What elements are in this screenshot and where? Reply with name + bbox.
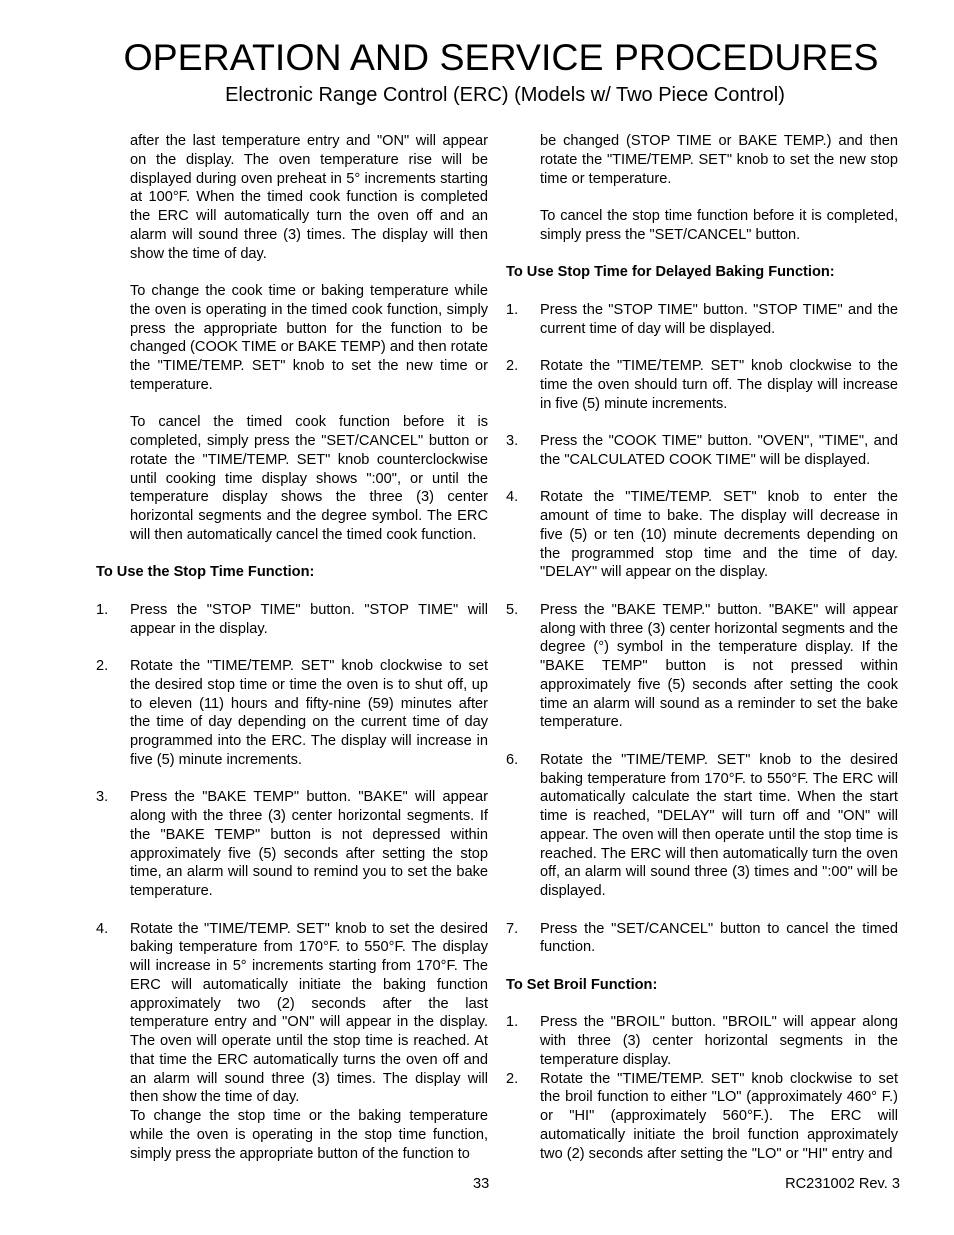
item-text: Rotate the "TIME/TEMP. SET" knob clockwise to set the broil function to either "LO" (approximately 460° F.) or "HI" (approximately 560°F.). The ERC will automatically initiate the broil function approximately two (2) seconds after setting the "LO" or "HI" entry and xyxy=(540,1070,898,1162)
item-text: Rotate the "TIME/TEMP. SET" knob to enter the amount of time to bake. The display will decrease in five (5) or ten (10) minute decrements depending on the programmed stop time and the time of day. "DELAY" will appear on the display. xyxy=(540,489,898,581)
paragraph: To change the cook time or baking temperature while the oven is operating in the timed cook function, simply press the appropriate button for the function to be changed (COOK TIME or BAKE TEMP) and then rotate the "TIME/TEMP. SET" knob to set the new time or temperature. xyxy=(130,283,488,393)
list-item xyxy=(96,657,488,770)
list-item xyxy=(506,601,898,732)
item-text: Press the "BAKE TEMP" button. "BAKE" will appear along with the three (3) center horizontal segments. If the "BAKE TEMP" button is not depressed within approximately five (5) seconds after setting the stop time, an alarm will sound to remind you to set the bake temperature. xyxy=(130,789,488,899)
list-item xyxy=(506,301,898,339)
item-number: 1. xyxy=(506,301,519,318)
item-number: 7. xyxy=(506,920,519,937)
item-text: Rotate the "TIME/TEMP. SET" knob clockwise to the time the oven should turn off. The display will increase in five (5) minute increments. xyxy=(540,358,898,412)
item-text: Press the "STOP TIME" button. "STOP TIME" will appear in the display. xyxy=(130,601,488,637)
document-reference: RC231002 Rev. 3 xyxy=(785,1176,900,1192)
list-item xyxy=(506,432,898,470)
item-text: Press the "STOP TIME" button. "STOP TIME" and the current time of day will be displayed. xyxy=(540,301,898,337)
list-item xyxy=(506,920,898,958)
list-item xyxy=(96,920,488,1108)
paragraph: To change the stop time or the baking temperature while the oven is operating in the stop time function, simply press the appropriate button of the function to xyxy=(130,1108,488,1162)
item-number: 5. xyxy=(506,601,519,618)
item-number: 2. xyxy=(506,1070,519,1087)
page-title: OPERATION AND SERVICE PROCEDURES xyxy=(123,36,879,78)
list-item xyxy=(506,1070,898,1164)
item-text: Rotate the "TIME/TEMP. SET" knob to set the desired baking temperature from 170°F. to 550°F. The display will increase in 5° increments starting from 170°F. The ERC will automatically initiate the baking function approximately two (2) seconds after the last temperature entry and "ON" will appear in the display. The oven will operate until the stop time is reached. At that time the ERC automatically turns the oven off and an alarm will sound three (3) times. The display will then show the time of day. xyxy=(130,920,488,1106)
item-number: 3. xyxy=(96,789,109,806)
list-item xyxy=(506,751,898,901)
list-item xyxy=(506,1013,898,1069)
paragraph: after the last temperature entry and "ON" will appear on the display. The oven temperature rise will be displayed during oven preheat in 5° increments starting at 100°F. When the timed cook function is completed the ERC will automatically turn the oven off and an alarm will sound three (3) times. The display will then show the time of day. xyxy=(130,133,488,262)
item-number: 3. xyxy=(506,433,519,449)
item-text: Press the "COOK TIME" button. "OVEN", "TIME", and the "CALCULATED COOK TIME" will be displayed. xyxy=(540,433,898,468)
item-number: 2. xyxy=(506,358,519,374)
item-number: 4. xyxy=(506,489,519,506)
item-text: Press the "BROIL" button. "BROIL" will appear along with three (3) center horizontal segments in the temperature display. xyxy=(540,1014,898,1068)
page-subtitle: Electronic Range Control (ERC) (Models w/ Two Piece Control) xyxy=(225,84,785,106)
list-item xyxy=(96,601,488,639)
page-number: 33 xyxy=(473,1176,490,1192)
list-item xyxy=(506,357,898,413)
paragraph: To cancel the stop time function before it is completed, simply press the "SET/CANCEL" button. xyxy=(540,208,898,243)
item-number: 1. xyxy=(96,601,109,618)
section-heading: To Set Broil Function: xyxy=(506,976,658,993)
item-text: Rotate the "TIME/TEMP. SET" knob clockwise to set the desired stop time or time the oven is to shut off, up to eleven (11) hours and fifty-nine (59) minutes after the time of day depending on the current time of day programmed into the ERC. The display will increase in five (5) minute increments. xyxy=(130,658,488,768)
item-number: 2. xyxy=(96,658,109,674)
list-item xyxy=(96,788,488,901)
list-item xyxy=(506,488,898,582)
paragraph: be changed (STOP TIME or BAKE TEMP.) and then rotate the "TIME/TEMP. SET" knob to set the new stop time or temperature. xyxy=(540,133,898,187)
item-text: Rotate the "TIME/TEMP. SET" knob to the desired baking temperature from 170°F. to 550°F. The ERC will automatically calculate the start time. When the start time is reached, "DELAY" will turn off and "ON" will appear. The oven will then operate until the stop time is reached. The ERC will then automatically turn the oven off, an alarm will sound three (3) times and ":00" will be displayed. xyxy=(540,751,898,899)
paragraph: To cancel the timed cook function before it is completed, simply press the "SET/CANCEL" button or rotate the "TIME/TEMP. SET" knob counterclockwise until cooking time display shows ":00", or until the temperature display shows the three (3) center horizontal segments and the degree symbol. The ERC will then automatically cancel the timed cook function. xyxy=(130,414,488,543)
right-column xyxy=(506,132,898,1163)
section-heading: To Use the Stop Time Function: xyxy=(96,564,315,581)
section-heading: To Use Stop Time for Delayed Baking Function: xyxy=(506,264,835,281)
item-number: 6. xyxy=(506,751,519,768)
item-text: Press the "SET/CANCEL" button to cancel the timed function. xyxy=(540,920,898,956)
left-column xyxy=(96,132,488,1163)
item-text: Press the "BAKE TEMP." button. "BAKE" will appear along with three (3) center horizontal segments and the degree (°) symbol in the temperature display. If the "BAKE TEMP" button is not pressed within approximately five (5) seconds after setting the cook time an alarm will sound as a reminder to set the bake temperature. xyxy=(540,601,898,731)
item-number: 4. xyxy=(96,920,109,937)
item-number: 1. xyxy=(506,1014,519,1031)
